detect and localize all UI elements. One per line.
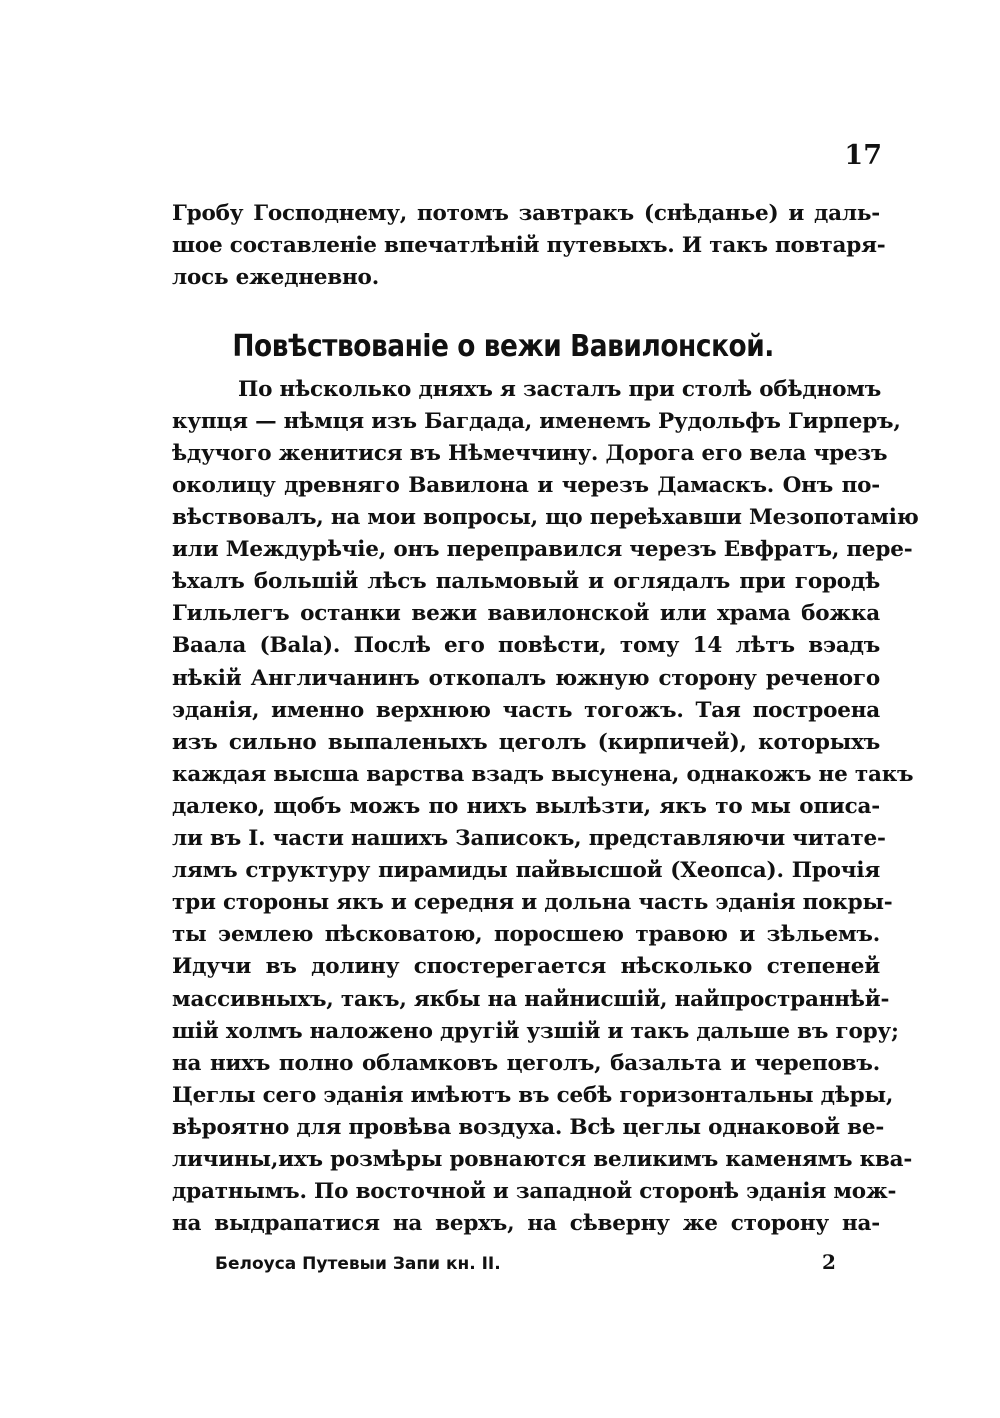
text-line: нѣкій Англичанинъ откопалъ южную сторону реченого	[172, 666, 880, 691]
section-title: Повѣствованіе о вежи Вавилонской.	[232, 329, 774, 364]
text-line: на выдрапатися на верхъ, на сѣверну же сторону на-	[172, 1211, 880, 1236]
text-line: лямъ структуру пирамиды пайвысшой (Хеопса). Прочія	[172, 858, 880, 883]
footer-signature-mark: 2	[822, 1250, 836, 1274]
text-line: личины,ихъ розмѣры ровнаются великимъ каменямъ ква-	[172, 1147, 913, 1172]
text-line: ли въ I. части нашихъ Записокъ, представляючи читате-	[172, 826, 886, 851]
text-line: вѣроятно для провѣва воздуха. Всѣ цеглы однаковой ве-	[172, 1115, 885, 1140]
text-line: Ваала (Bala). Послѣ его повѣсти, тому 14 лѣтъ вэадъ	[172, 633, 880, 658]
text-line: Гробу Господнему, потомъ завтракъ (снѣданье) и даль-	[172, 201, 880, 226]
page-number: 17	[844, 140, 882, 171]
text-line: купця — нѣмця изъ Багдада, именемъ Рудольфъ Гирперъ,	[172, 409, 901, 434]
text-line: вѣствовалъ, на мои вопросы, що переѣхавши Мезопотамію	[172, 505, 919, 530]
text-line: каждая высша варства взадъ высунена, однакожъ не такъ	[172, 762, 914, 787]
text-line: ѣдучого женитися въ Нѣмеччину. Дорога его вела чрезъ	[172, 441, 888, 466]
text-line: или Междурѣчіе, онъ переправился черезъ Евфратъ, пере-	[172, 537, 913, 562]
text-line: Идучи въ долину спостерегается нѣсколько степеней	[172, 954, 880, 979]
text-line: По нѣсколько дняхъ я засталъ при столѣ обѣдномъ	[238, 377, 881, 402]
footer-book-title: Белоуса Путевыи Запи кн. II.	[215, 1254, 501, 1274]
text-line: шій холмъ наложено другій узшій и такъ дальше въ гору;	[172, 1019, 899, 1044]
text-line: далеко, щобъ можъ по нихъ вылѣзти, якъ то мы описа-	[172, 794, 880, 819]
text-line: эданія, именно верхнюю часть тогожъ. Тая построена	[172, 698, 880, 723]
text-line: изъ сильно выпаленыхъ цеголъ (кирпичей), которыхъ	[172, 730, 880, 755]
text-line: Цеглы сего эданія имѣютъ въ себѣ горизонтальны дѣры,	[172, 1083, 894, 1108]
text-line: три стороны якъ и середня и дольна часть эданія покры-	[172, 890, 893, 915]
text-line: ты эемлею пѣсковатою, поросшею травою и зѣльемъ.	[172, 922, 880, 947]
text-line: массивныхъ, такъ, якбы на найнисшій, найпространнѣй-	[172, 987, 890, 1012]
text-line: лось ежедневно.	[172, 265, 379, 290]
text-line: околицу древняго Вавилона и черезъ Дамаскъ. Онъ по-	[172, 473, 880, 498]
text-line: дратнымъ. По восточной и западной сторонѣ эданія мож-	[172, 1179, 897, 1204]
text-line: на нихъ полно обламковъ цеголъ, базальта и череповъ.	[172, 1051, 880, 1076]
text-line: ѣхалъ большій лѣсъ пальмовый и оглядалъ при городѣ	[172, 569, 880, 594]
text-line: шое составленіе впечатлѣній путевыхъ. И такъ повтаря-	[172, 233, 886, 258]
text-line: Гильлегъ останки вежи вавилонской или храма божка	[172, 601, 880, 626]
